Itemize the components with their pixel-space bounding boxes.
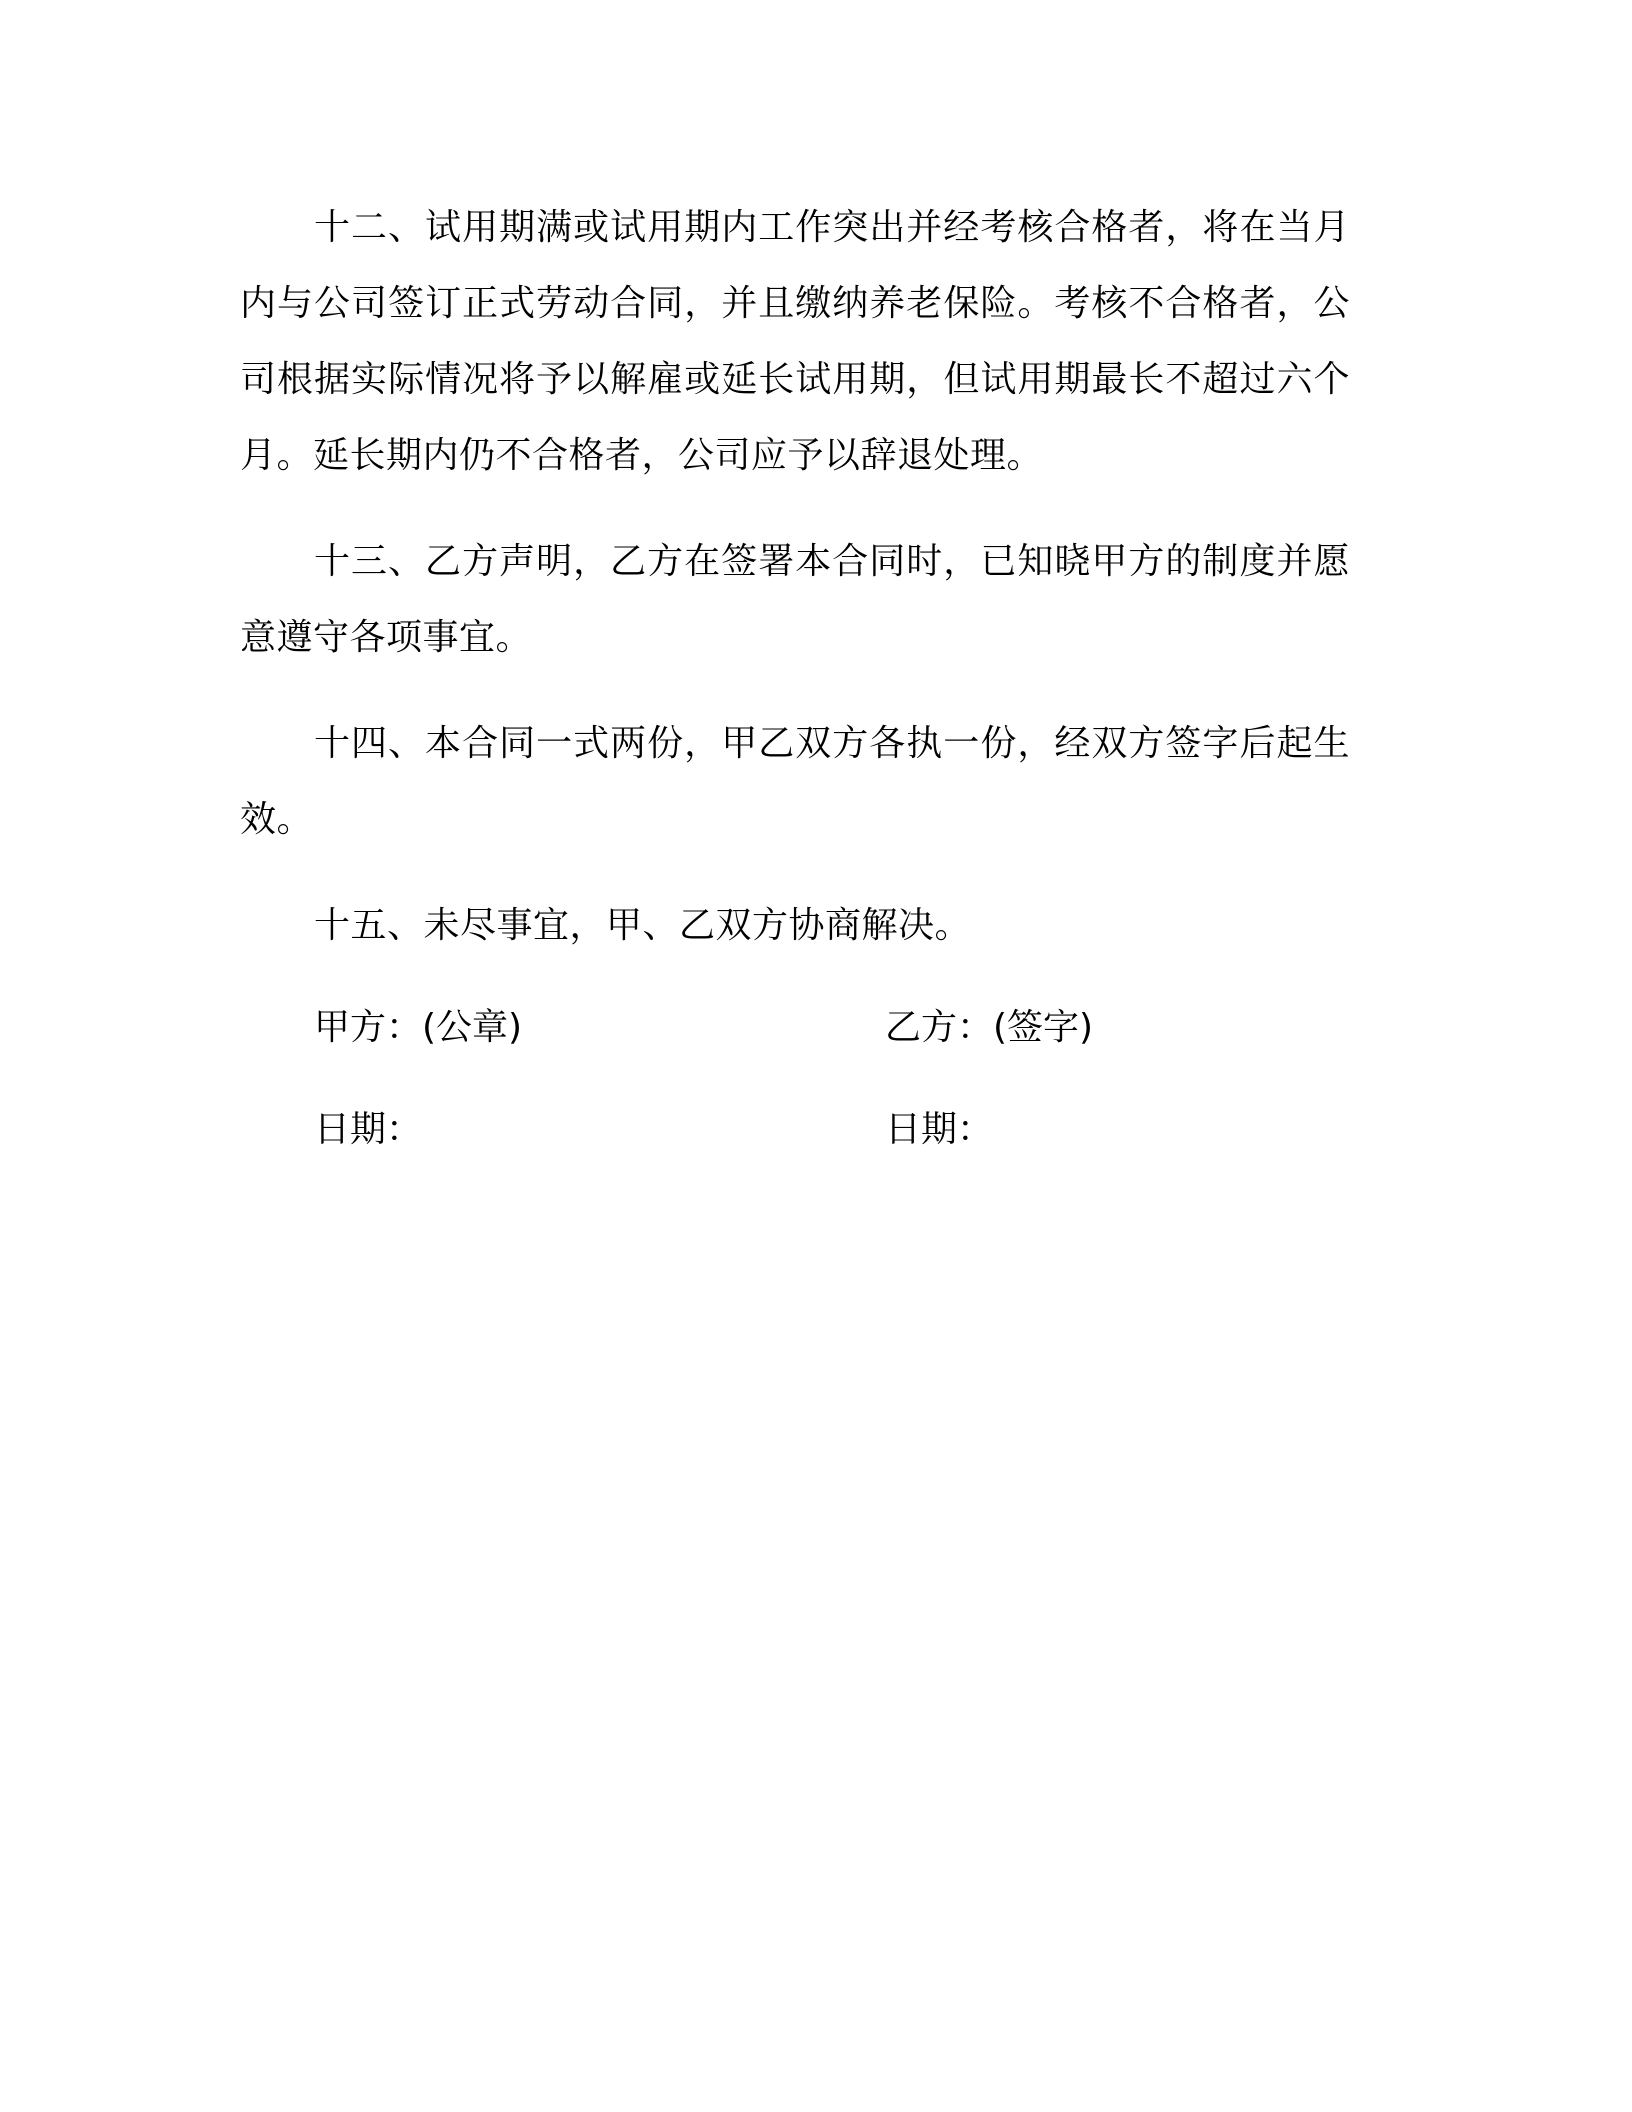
signature-block xyxy=(240,990,1350,1168)
party-a-seal-label: 甲方：(公章) xyxy=(314,1007,523,1048)
clause-15: 十五、未尽事宜，甲、乙双方协商解决。 xyxy=(314,905,972,946)
signature-date-row xyxy=(240,1092,1350,1168)
clause-14: 十四、本合同一式两份，甲乙双方各执一份，经双方签字后起生效。 xyxy=(240,723,1350,840)
party-a-date-label: 日期： xyxy=(314,1109,423,1150)
signature-party-row xyxy=(240,990,1350,1066)
party-b-date-label: 日期： xyxy=(885,1109,994,1150)
clause-12: 十二、试用期满或试用期内工作突出并经考核合格者，将在当月内与公司签订正式劳动合同，并且缴纳养老保险。考核不合格者，公司根据实际情况将予以解雇或延长试用期，但试用期最长不超过六个月。延长期内仍不合格者，公司应予以辞退处理。 xyxy=(240,207,1350,476)
clause-13: 十三、乙方声明，乙方在签署本合同时，已知晓甲方的制度并愿意遵守各项事宜。 xyxy=(240,541,1350,658)
document-body xyxy=(240,190,1350,1168)
party-b-signature-label: 乙方：(签字) xyxy=(885,1007,1094,1048)
